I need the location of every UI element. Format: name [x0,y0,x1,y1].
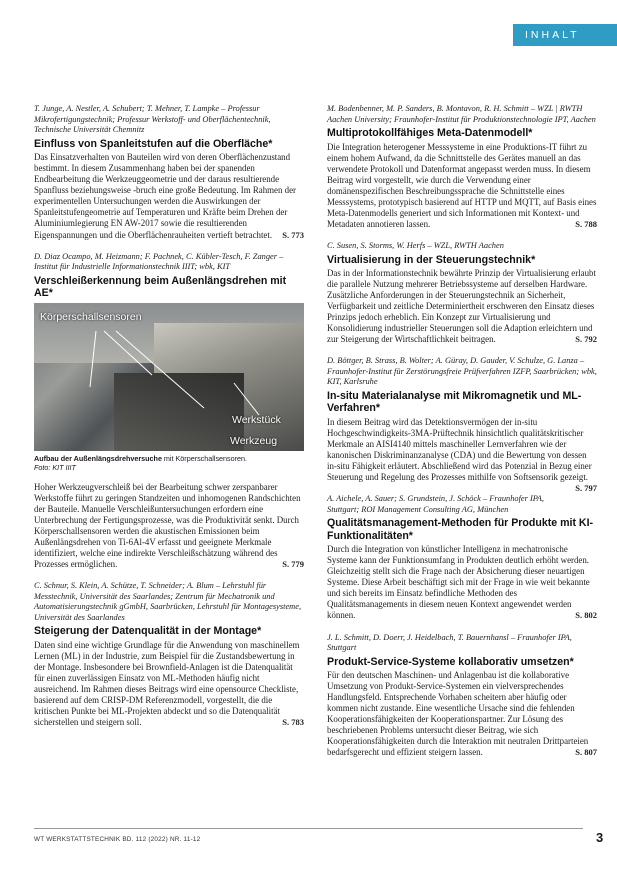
article-authors: J. L. Schmitt, D. Doerr, J. Heidelbach, T. Bauernhansl – Fraunhofer IPA, Stuttgart [327,632,572,653]
article-abstract: Daten sind eine wichtige Grundlage für die Anwendung von maschinellem Lernen (ML) in der Industrie, zum Beispiel für die Zustandsbewertung in der Montage. Insbesondere bei Brownfield-Anlagen ist die Datenqualität für einen zuverlässigen Einsatz von ML-Methoden häufig nicht ausreichend. Im Rahmen dieses Beitrags wird eine opensource Checkliste, basierend auf dem CRISP-DM Referenzmodell, vorgestellt, die die kritischen Punkte bei ML-Projekten abdeckt und so die Datenqualität sicherstellen und steigern soll. S. 783 [34,639,304,728]
figure-label-sensors: Körperschallsensoren [40,310,142,323]
page-number: 3 [596,830,604,845]
article [327,494,597,621]
article-authors: T. Junge, A. Nestler, A. Schubert; T. Mehner, T. Lampke – Professur Mikrofertigungstechnik; Professur Werkstoff- und Oberflächentechnik, Technische Universität Chemnitz [34,104,271,135]
article-abstract: Das Einsatzverhalten von Bauteilen wird von deren Oberflächenzustand bestimmt. In diesem Zusammenhang haben bei der spanenden Endbearbeitung die Werkzeuggeometrie und der daraus resultierende Spanfluss beziehungsweise -bruch eine große Bedeutung. Im Rahmen der experimentellen Untersuchungen werden die Auswirkungen der Spanleitstufengeometrie auf Temperaturen und Kräfte beim Drehen der Aluminiumlegierung EN AW-2017 sowie die resultierenden Eigenspannungen und die Oberflächenrauheiten vertieft betrachtet. S. 773 [34,152,304,240]
left-column [34,104,304,739]
page-reference[interactable]: S. 779 [282,558,304,569]
page-reference[interactable]: S. 773 [282,229,304,240]
section-tab: INHALT [513,24,617,46]
article-title[interactable]: In-situ Materialanalyse mit Mikromagnetik und ML-Verfahren* [327,390,582,415]
footer-divider [34,828,583,829]
figure-label-workpiece: Werkstück [232,413,281,426]
page-reference[interactable]: S. 783 [282,717,304,728]
figure-caption: Aufbau der Außenlängsdrehversuche mit Körperschallsensoren. Foto: KIT IIIT [34,453,248,472]
article-title[interactable]: Steigerung der Datenqualität in der Montage* [34,625,262,638]
right-column [327,104,597,769]
article-abstract: Für den deutschen Maschinen- und Anlagenbau ist die kollaborative Umsetzung von Produkt-Service-Systemen ein vielversprechendes Handlungsfeld. Entsprechende Vorhaben scheitern aber häufig oder kommen nicht zustande. Eine wesentliche Ursache sind die fehlenden Kooperationsfähigkeiten der Kooperationspartner. Zur Lösung des beschriebenen Problems untersucht dieser Beitrag, wie sich Kooperationsfähigkeiten durch die Interaktion mit neutralen Drittparteien bedarfsgerecht und effizient steigern lassen. S. 807 [327,670,597,758]
article-title[interactable]: Virtualisierung in der Steuerungstechnik* [327,253,536,266]
article-abstract: Durch die Integration von künstlicher Intelligenz in mechatronische Systeme kann der Funktionsumfang in Produkten deutlich erhöht werden. Gleichzeitig stellt sich die Frage nach der Absicherung dieser neuartigen Systeme. Diese Arbeit beschäftigt sich mit der Frage in wie weit bekannte und sich bereits im Einsatz befindliche Methoden des Qualitätsmanagements in diesem neuen Kontext angewendet werden können. S. 802 [327,544,597,621]
article-authors: A. Aichele, A. Sauer; S. Grundstein, J. Schöck – Fraunhofer IPA, Stuttgart; ROI Management Consulting AG, München [327,494,545,514]
figure-photo [34,303,304,451]
page-reference[interactable]: S. 792 [575,334,597,345]
figure-credit: Foto: KIT IIIT [34,462,76,472]
article-title[interactable]: Produkt-Service-Systeme kollaborativ umsetzen* [327,655,574,668]
article [327,633,597,759]
article-authors: C. Susen, S. Storms, W. Herfs – WZL, RWTH Aachen [327,240,504,250]
article-authors: D. Diaz Ocampo, M. Heizmann; F. Pachnek, C. Kübler-Tesch, F. Zanger – Institut für Industrielle Informationstechnik IIIT; wbk, KIT [34,251,284,272]
article [34,581,304,728]
article-abstract: Das in der Informationstechnik bewährte Prinzip der Virtualisierung erlaubt die parallele Nutzung mehrerer Betriebssysteme auf derselben Hardware. Zusätzliche Anforderungen in der Steuerungstechnik an Sicherheit, Verfügbarkeit und zeitliche Determiniertheit erschweren den Einsatz dieses Prinzips jedoch erheblich. Ein Konzept zur Virtualisierung und Konsolidierung industrieller Steuerungen soll die Adaption erleichtern und zur Steigerung der Wirtschaftlichkeit beitragen. S. 792 [327,267,597,345]
article-abstract: In diesem Beitrag wird das Detektionsvermögen der in-situ Hochgeschwindigkeits-3MA-Prüftechnik hinsichtlich qualitätskritischer Merkmale an AISI4140 mittels maschineller Lernverfahren wie der kanonischen Diskriminanzanalyse (CDA) und die Bewertung von dessen in-situ Fähigkeit erläutert. Abschließend wird das Potenzial in Bezug einer Steuerung und Regelung des Prozesses mithilfe von Softsensorik gezeigt. S. 797 [327,416,597,494]
article [327,104,597,230]
figure-label-tool: Werkzeug [230,434,278,447]
article [34,104,304,241]
article-authors: D. Böttger, B. Strass, B. Wolter; A. Güray, D. Gauder, V. Schulze, G. Lanza – Fraunhofer-Institut für Zerstörungsfreie Prüfverfahren IZFP, Saarbrücken; wbk, KIT, Karlsruhe [327,356,597,387]
article [327,356,597,494]
page-reference[interactable]: S. 797 [575,483,597,494]
article [34,252,304,570]
sensor-pointer-lines [34,303,304,451]
journal-footer: WT WERKSTATTSTECHNIK BD. 112 (2022) NR. 11-12 [34,836,201,843]
article-title[interactable]: Multiprotokollfähiges Meta-Datenmodell* [327,127,533,140]
article-abstract: Die Integration heterogener Messsysteme in eine Produktions-IT führt zu einem hohem Aufwand, da die Schnittstelle des Gerätes manuell an das verwendete Protokoll und Datenformat angepasst werden muss. In diesem Beitrag wird vorgestellt, wie durch die Verwendung einer domänenspezifischen Beschreibungssprache die Schnittstelle eines Messsystems, prototypisch basierend auf HTTP und MQTT, auf Basis eines Meta-Datenmodells generiert und sich Informationen mit Kontext- und Metadaten annotieren lassen. S. 788 [327,141,597,229]
article-abstract: Hoher Werkzeugverschleiß bei der Bearbeitung schwer zerspanbarer Werkstoffe führt zu geringen Standzeiten und inhomogenen Randschichten der Bauteile. Manuelle Verschleißuntersuchungen erfordern eine Unterbrechung der Fertigungsprozesse, was die Produktivität senkt. Durch Körperschallsensoren werden die akustischen Emissionen beim Außenlängsdrehen von Ti-6Al-4V erfasst und geeignete Merkmale identifiziert, welche eine indirekte Verschleißschätzung während des Prozesses ermöglichen. S. 779 [34,481,304,569]
article [327,241,597,345]
page-reference[interactable]: S. 802 [575,610,597,621]
article-title[interactable]: Qualitätsmanagement-Methoden für Produkte mit KI-Funktionalitäten* [327,517,594,542]
article-authors: M. Bodenbenner, M. P. Sanders, B. Montavon, R. H. Schmitt – WZL | RWTH Aachen University; Fraunhofer-Institut für Produktionstechnologie IPT, Aachen [327,104,596,124]
page-reference[interactable]: S. 807 [575,747,597,758]
article-title[interactable]: Verschleißerkennung beim Außenlängsdrehen mit AE* [34,274,287,300]
article-title[interactable]: Einfluss von Spanleitstufen auf die Oberfläche* [34,137,273,150]
article-authors: C. Schnur, S. Klein, A. Schütze, T. Schneider; A. Blum – Lehrstuhl für Messtechnik, Universität des Saarlandes; Zentrum für Mechatronik und Automatisierungstechnik gGmbH, Saarbrücken, Lehrstuhl für Montagesysteme, Universität des Saarlandes [34,580,302,622]
page-reference[interactable]: S. 788 [575,218,597,229]
